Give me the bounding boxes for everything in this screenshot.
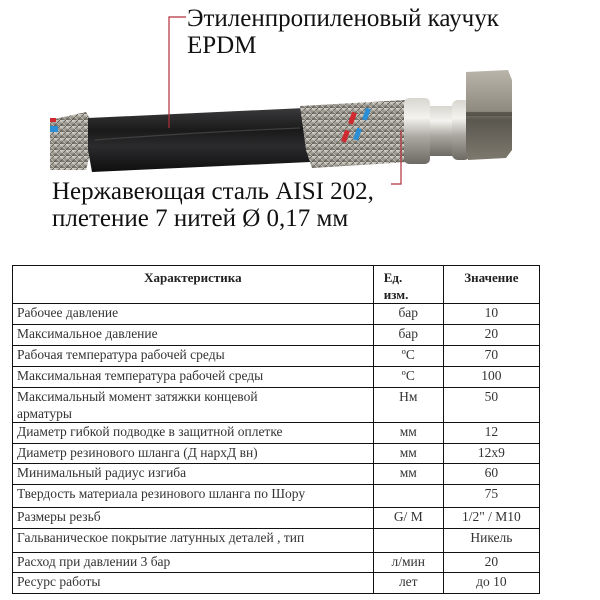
rubber-label-line2: EPDM: [187, 32, 257, 59]
row-name: Рабочая температура рабочей среды: [13, 346, 374, 367]
braid-label-line1: Нержавеющая сталь AISI 202,: [52, 178, 374, 205]
row-value: Никель: [443, 529, 539, 553]
row-unit: бар: [373, 325, 443, 346]
row-value: 20: [443, 553, 539, 573]
row-value: 12x9: [443, 444, 539, 464]
row-unit: лет: [373, 573, 443, 594]
row-name: Максимальная температура рабочей среды: [13, 367, 374, 388]
row-name: Ресурс работы: [13, 573, 374, 594]
row-name: Рабочее давление: [13, 304, 374, 325]
row-unit: мм: [373, 444, 443, 464]
row-name: Максимальное давление: [13, 325, 374, 346]
row-name: Диаметр резинового шланга (Д нархД вн): [13, 444, 374, 464]
braid-label-line2: плетение 7 нитей Ø 0,17 мм: [52, 205, 349, 232]
row-name: Расход при давлении 3 бар: [13, 553, 374, 573]
table-row: [13, 367, 540, 388]
row-value: 20: [443, 325, 539, 346]
table-row: [13, 553, 540, 573]
row-name: Максимальный момент затяжки концевой арматуры: [13, 388, 374, 423]
rubber-label-line1: Этиленпропиленовый каучук: [187, 5, 499, 32]
row-unit: G/ M: [373, 508, 443, 529]
row-value: 100: [443, 367, 539, 388]
specifications-table: [12, 265, 540, 594]
row-value: 50: [443, 388, 539, 423]
row-name: Гальваническое покрытие латунных деталей , тип: [13, 529, 374, 553]
row-name: Твердость материала резинового шланга по Шору: [13, 485, 374, 508]
left-braid: [50, 112, 92, 170]
table-row: [13, 508, 540, 529]
rubber-hose: [88, 108, 312, 172]
table-row: [13, 444, 540, 464]
row-unit: Нм: [373, 388, 443, 423]
row-value: 60: [443, 464, 539, 485]
row-unit: ºC: [373, 367, 443, 388]
row-value: 70: [443, 346, 539, 367]
table-row: [13, 573, 540, 594]
header-value: Значение: [443, 266, 539, 304]
row-unit: [373, 485, 443, 508]
table-row: [13, 464, 540, 485]
table-row: [13, 529, 540, 553]
header-unit: [373, 266, 443, 304]
table-row: [13, 423, 540, 444]
row-unit: бар: [373, 304, 443, 325]
row-unit: мм: [373, 423, 443, 444]
row-value: 75: [443, 485, 539, 508]
row-value: 12: [443, 423, 539, 444]
row-name: Диаметр гибкой подводке в защитной оплетке: [13, 423, 374, 444]
row-value: 1/2" / M10: [443, 508, 539, 529]
row-value: 10: [443, 304, 539, 325]
row-unit: [373, 529, 443, 553]
table-row: [13, 346, 540, 367]
table-header-row: [13, 266, 540, 304]
row-unit: ºC: [373, 346, 443, 367]
row-unit: мм: [373, 464, 443, 485]
hose-illustration: [0, 0, 600, 250]
header-unit-line1: Ед.: [383, 270, 403, 285]
header-unit-line2: изм.: [383, 287, 409, 302]
table-row: [13, 388, 540, 423]
table-row: [13, 304, 540, 325]
table-row: [13, 325, 540, 346]
row-unit: л/мин: [373, 553, 443, 573]
row-name: Минимальный радиус изгиба: [13, 464, 374, 485]
header-characteristic: Характеристика: [13, 266, 374, 304]
ferrule: [404, 98, 430, 164]
rubber-label: [187, 5, 499, 59]
braid-label: [52, 178, 374, 232]
row-name: Размеры резьб: [13, 508, 374, 529]
table-row: [13, 485, 540, 508]
row-value: до 10: [443, 573, 539, 594]
